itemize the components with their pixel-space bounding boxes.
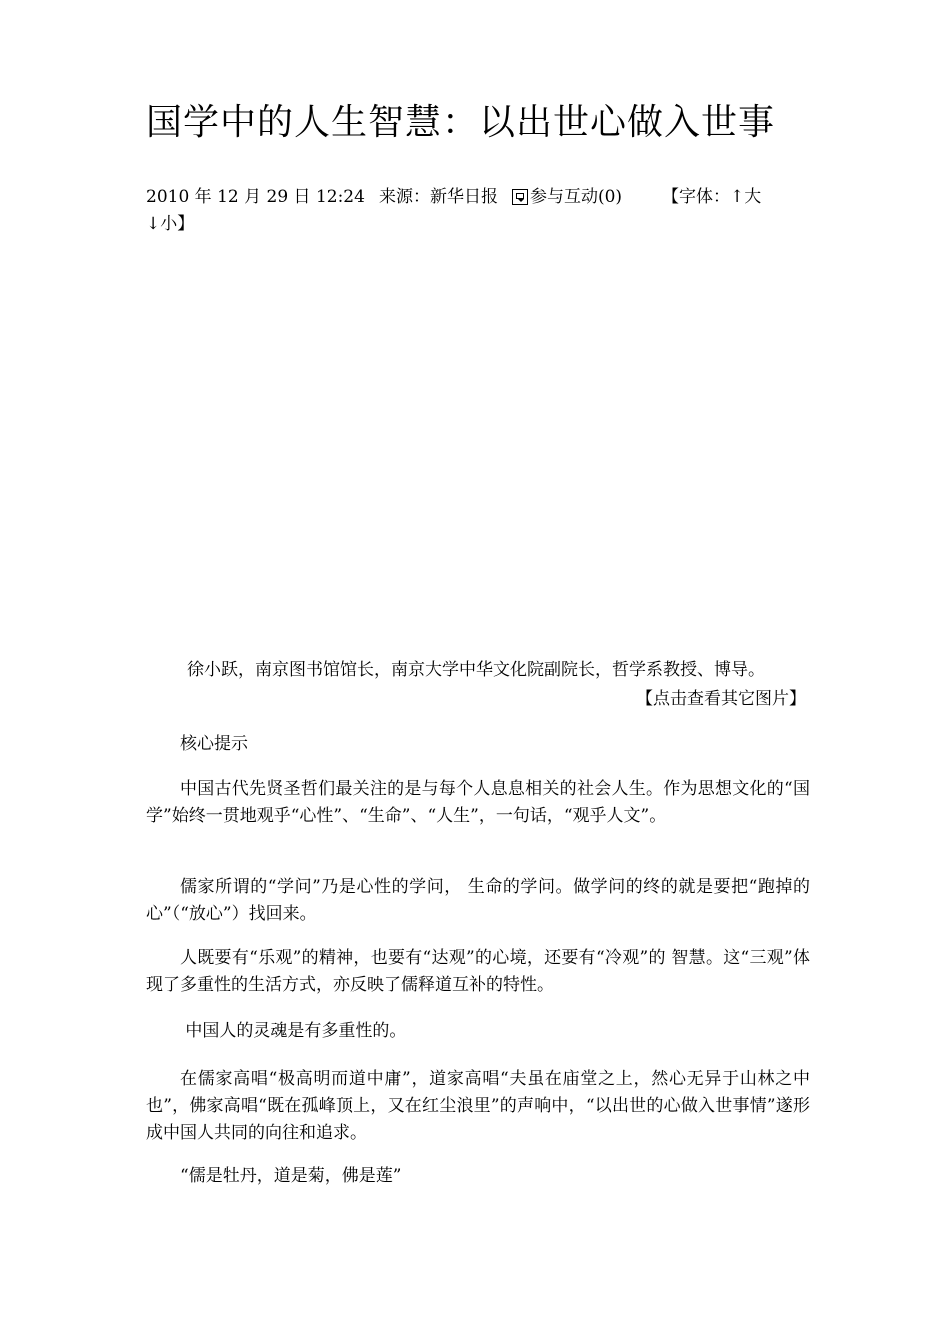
article-meta xyxy=(146,184,818,238)
paragraph-1: 中国古代先贤圣哲们最关注的是与每个人息息相关的社会人生。作为思想文化的“国学”始终一贯地观乎“心性”、“生命”、“人生”，一句话，“观乎人文”。 xyxy=(146,779,810,826)
paragraph-4: 中国人的灵魂是有多重性的。 xyxy=(180,1021,407,1041)
caption-text: 徐小跃，南京图书馆馆长，南京大学中华文化院副院长，哲学系教授、博导。 xyxy=(187,660,765,680)
font-control-close: 】 xyxy=(177,214,195,234)
comment-link[interactable] xyxy=(512,187,622,207)
font-smaller-link[interactable]: ↓小 xyxy=(146,214,178,234)
image-caption xyxy=(146,656,806,714)
article-image-placeholder xyxy=(146,250,806,645)
paragraph-5: 在儒家高唱“极高明而道中庸”，道家高唱“夫虽在庙堂之上，然心无异于山林之中也”，佛家高唱“既在孤峰顶上，又在红尘浪里”的声响中，“以出世的心做入世事情”遂形成中国人共同的向往和追求。 xyxy=(146,1069,810,1143)
more-images-link[interactable]: 【点击查看其它图片】 xyxy=(636,689,806,709)
paragraph-3: 人既要有“乐观”的精神，也要有“达观”的心境，还要有“冷观”的 智慧。这“三观”体现了多重性的生活方式，亦反映了儒释道互补的特性。 xyxy=(146,948,810,995)
source-label: 来源：新华日报 xyxy=(378,187,498,207)
comment-link-label: 参与互动(0) xyxy=(529,187,623,207)
publish-date: 2010 年 12 月 29 日 12:24 xyxy=(146,187,365,207)
paragraph-6: “儒是牡丹，道是菊，佛是莲” xyxy=(180,1166,402,1186)
paragraph-key-points: 核心提示 xyxy=(180,734,248,754)
font-larger-link[interactable]: ↑大 xyxy=(730,187,762,207)
comment-icon xyxy=(512,189,528,205)
font-control-open: 【字体： xyxy=(662,187,731,207)
paragraph-2: 儒家所谓的“学问”乃是心性的学问， 生命的学问。做学问的终的就是要把“跑掉的心”（“放心”）找回来。 xyxy=(146,877,810,924)
article-title: 国学中的人生智慧：以出世心做入世事 xyxy=(146,102,776,143)
